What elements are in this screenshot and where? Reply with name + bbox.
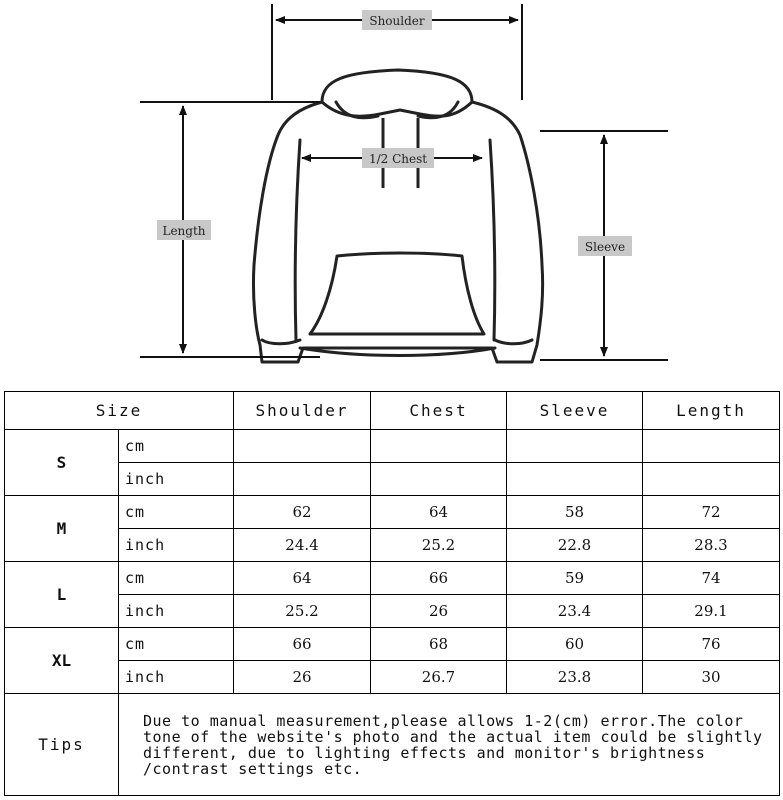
sleeve-value: 58 xyxy=(507,496,643,529)
unit-label: inch xyxy=(119,463,234,496)
chest-value: 25.2 xyxy=(371,529,507,562)
table-row xyxy=(5,463,780,496)
chest-value: 26.7 xyxy=(371,661,507,694)
table-row xyxy=(5,529,780,562)
shoulder-value: 25.2 xyxy=(234,595,371,628)
chest-label xyxy=(362,148,434,168)
unit-label: cm xyxy=(119,562,234,595)
chest-value: 68 xyxy=(371,628,507,661)
unit-label: inch xyxy=(119,595,234,628)
table-row xyxy=(5,661,780,694)
header-chest: Chest xyxy=(371,392,507,430)
length-value: 72 xyxy=(643,496,780,529)
length-value: 30 xyxy=(643,661,780,694)
sleeve-value: 22.8 xyxy=(507,529,643,562)
tips-label: Tips xyxy=(5,694,119,796)
unit-label: inch xyxy=(119,529,234,562)
length-value: 76 xyxy=(643,628,780,661)
size-name: M xyxy=(5,496,119,562)
length-label xyxy=(157,220,211,240)
svg-text:Sleeve: Sleeve xyxy=(584,240,626,254)
table-header-row xyxy=(5,392,780,430)
svg-text:Length: Length xyxy=(162,224,206,238)
sleeve-value: 60 xyxy=(507,628,643,661)
table-row xyxy=(5,430,780,463)
size-name: L xyxy=(5,562,119,628)
length-value: 74 xyxy=(643,562,780,595)
length-value: 28.3 xyxy=(643,529,780,562)
shoulder-label xyxy=(362,10,432,30)
length-value xyxy=(643,430,780,463)
table-row xyxy=(5,562,780,595)
shoulder-value: 62 xyxy=(234,496,371,529)
hoodie-measurement-diagram xyxy=(0,0,783,390)
header-sleeve: Sleeve xyxy=(507,392,643,430)
shoulder-value: 26 xyxy=(234,661,371,694)
size-chart-table xyxy=(4,391,780,796)
sleeve-label xyxy=(578,236,632,256)
sleeve-value xyxy=(507,463,643,496)
table-row xyxy=(5,595,780,628)
measurement-lines xyxy=(140,4,668,360)
chest-value: 26 xyxy=(371,595,507,628)
table-row xyxy=(5,496,780,529)
shoulder-value: 64 xyxy=(234,562,371,595)
table-row xyxy=(5,628,780,661)
size-name: S xyxy=(5,430,119,496)
hoodie-illustration xyxy=(0,0,783,390)
header-size: Size xyxy=(5,392,234,430)
size-name: XL xyxy=(5,628,119,694)
chest-value xyxy=(371,463,507,496)
chest-value: 64 xyxy=(371,496,507,529)
chest-value: 66 xyxy=(371,562,507,595)
svg-text:Shoulder: Shoulder xyxy=(369,14,425,28)
sleeve-value: 23.4 xyxy=(507,595,643,628)
unit-label: cm xyxy=(119,628,234,661)
length-value: 29.1 xyxy=(643,595,780,628)
sleeve-value xyxy=(507,430,643,463)
length-value xyxy=(643,463,780,496)
header-shoulder: Shoulder xyxy=(234,392,371,430)
sleeve-value: 23.8 xyxy=(507,661,643,694)
chest-value xyxy=(371,430,507,463)
sleeve-value: 59 xyxy=(507,562,643,595)
unit-label: inch xyxy=(119,661,234,694)
tips-row xyxy=(5,694,780,796)
hoodie-outline xyxy=(253,70,542,362)
unit-label: cm xyxy=(119,496,234,529)
shoulder-value: 66 xyxy=(234,628,371,661)
shoulder-value xyxy=(234,463,371,496)
tips-text: Due to manual measurement,please allows 1-2(cm) error.The color tone of the website's photo and the actual item could be slightly different, due to lighting effects and monitor's brightness /contrast settings etc. xyxy=(119,694,780,796)
svg-text:1/2 Chest: 1/2 Chest xyxy=(368,152,428,166)
shoulder-value: 24.4 xyxy=(234,529,371,562)
header-length: Length xyxy=(643,392,780,430)
unit-label: cm xyxy=(119,430,234,463)
shoulder-value xyxy=(234,430,371,463)
